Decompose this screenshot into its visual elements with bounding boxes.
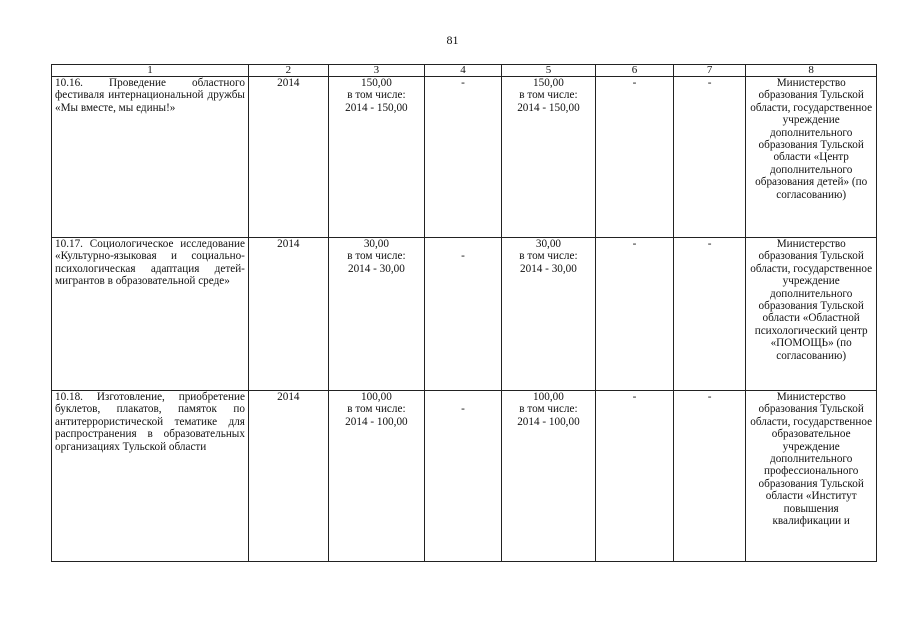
including-label: в том числе:: [519, 403, 578, 416]
column-header-8: 8: [746, 65, 877, 77]
year-amount: 2014 - 100,00: [517, 415, 580, 428]
column-7-cell: -: [673, 238, 746, 391]
table-row: [52, 77, 877, 238]
total-amount: 150,00: [533, 77, 564, 89]
executor-cell: Министерство образования Тульской области, государственное образовательное учреждение дополнительного профессионального образования Тульской области «Институт повышения квалификации и: [746, 391, 877, 562]
total-amount: 30,00: [363, 238, 389, 250]
activity-name-cell: 10.16. Проведение областного фестиваля интернациональной дружбы «Мы вместе, мы едины!»: [52, 77, 249, 238]
column-header-5: 5: [501, 65, 595, 77]
column-5-cell: [501, 77, 595, 238]
column-4-cell: -: [425, 77, 502, 238]
column-number-row: [52, 65, 877, 77]
column-header-2: 2: [248, 65, 328, 77]
activity-name-cell: 10.18. Изготовление, приобретение буклетов, плакатов, памяток по антитеррористической тематике для распространения в образовательных организациях Тульской области: [52, 391, 249, 562]
year-amount: 2014 - 30,00: [520, 262, 577, 275]
dash: -: [461, 403, 465, 415]
program-activities-table: [51, 64, 877, 562]
column-6-cell: -: [596, 391, 674, 562]
total-amount: 100,00: [361, 391, 392, 403]
total-funding-cell: [328, 238, 424, 391]
total-amount: 30,00: [535, 238, 562, 250]
column-4-cell: [425, 238, 502, 391]
page-number: 81: [446, 33, 459, 47]
executor-cell: Министерство образования Тульской области, государственное учреждение дополнительного образования Тульской области «Центр дополнительного образования детей» (по согласованию): [746, 77, 877, 238]
year-amount: 2014 - 100,00: [345, 415, 408, 428]
year-amount: 2014 - 150,00: [517, 101, 580, 114]
column-7-cell: -: [673, 77, 746, 238]
year-amount: 2014 - 30,00: [347, 262, 405, 275]
table-row: [52, 238, 877, 391]
year-cell: 2014: [248, 238, 328, 391]
year-amount: 2014 - 150,00: [345, 101, 408, 114]
column-6-cell: -: [596, 77, 674, 238]
column-4-cell: [425, 391, 502, 562]
column-header-4: 4: [425, 65, 502, 77]
column-header-1: 1: [52, 65, 249, 77]
total-amount: 100,00: [533, 391, 564, 403]
column-header-6: 6: [596, 65, 674, 77]
including-label: в том числе:: [519, 250, 578, 263]
total-funding-cell: [328, 77, 424, 238]
column-5-cell: [501, 238, 595, 391]
year-cell: 2014: [248, 77, 328, 238]
including-label: в том числе:: [347, 89, 406, 102]
executor-cell: Министерство образования Тульской области, государственное учреждение дополнительного образования Тульской области «Областной психологический центр «ПОМОЩЬ» (по согласованию): [746, 238, 877, 391]
including-label: в том числе:: [347, 250, 406, 263]
including-label: в том числе:: [347, 403, 406, 416]
dash: -: [461, 250, 465, 262]
column-5-cell: [501, 391, 595, 562]
column-6-cell: -: [596, 238, 674, 391]
column-7-cell: -: [673, 391, 746, 562]
total-amount: 150,00: [361, 77, 392, 89]
column-header-7: 7: [673, 65, 746, 77]
activity-name-cell: 10.17. Социологическое исследование «Культурно-языковая и социально-психологическая адаптация детей-мигрантов в образовательной среде»: [52, 238, 249, 391]
including-label: в том числе:: [519, 89, 578, 102]
column-header-3: 3: [328, 65, 424, 77]
total-funding-cell: [328, 391, 424, 562]
year-cell: 2014: [248, 391, 328, 562]
table-row: [52, 391, 877, 562]
